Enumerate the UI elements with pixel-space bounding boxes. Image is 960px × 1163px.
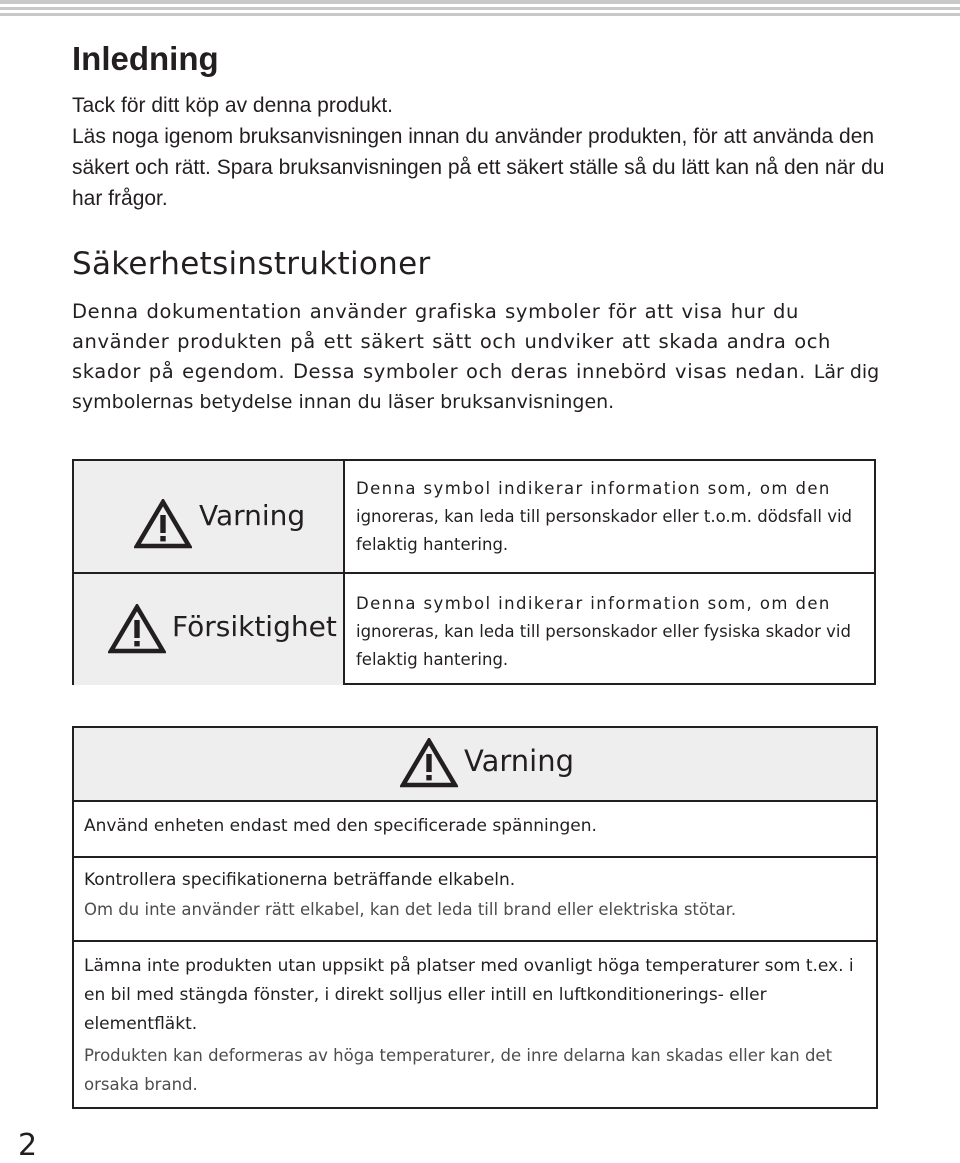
desc-rest: ignoreras, kan leda till personskador eller fysiska skador vid felaktig hantering.	[356, 622, 851, 669]
symbol-desc-warning	[356, 475, 871, 559]
safety-heading: Säkerhetsinstruktioner	[72, 246, 431, 282]
intro-line-2: Läs noga igenom bruksanvisningen innan du använder produkten, för att använda den säkert och rätt. Spara bruksanvisningen på ett säkert ställe så du lätt kan nå den när du har frågor.	[72, 125, 885, 210]
symbol-label-caution: Försiktighet	[172, 610, 337, 643]
desc-line: Denna symbol indikerar information som, om den	[356, 594, 831, 613]
divider	[74, 856, 876, 858]
intro-text	[72, 90, 888, 214]
warning-triangle-icon	[134, 499, 192, 549]
symbol-desc-caution	[356, 590, 871, 674]
warning-box	[72, 726, 878, 1109]
safety-text	[72, 297, 888, 417]
warning-box-title: Varning	[464, 744, 574, 778]
page-number: 2	[18, 1128, 38, 1163]
warning-triangle-icon	[400, 738, 458, 788]
warning-item-sub: Om du inte använder rätt elkabel, kan det leda till brand eller elektriska stötar.	[84, 900, 737, 919]
symbol-table	[72, 459, 876, 685]
intro-heading: Inledning	[72, 40, 219, 77]
warning-box-header	[74, 728, 876, 802]
symbol-label-warning: Varning	[199, 499, 306, 532]
warning-item	[84, 866, 870, 924]
warning-item-sub: Produkten kan deformeras av höga temperaturer, de inre delarna kan skadas eller kan det orsaka brand.	[84, 1046, 833, 1094]
warning-item-main: Kontrollera specifikationerna beträffande elkabeln.	[84, 870, 516, 890]
safety-paragraph: Denna dokumentation använder grafiska symboler för att visa hur du använder produkten på ett säkert sätt och undviker att skada andra och skador på egendom. Dessa symboler och deras innebörd visas nedan.	[72, 300, 832, 383]
symbol-cell	[74, 574, 345, 685]
divider	[74, 940, 876, 942]
symbol-cell	[74, 461, 345, 572]
warning-triangle-icon	[108, 604, 166, 654]
warning-item-main: Lämna inte produkten utan uppsikt på platser med ovanligt höga temperaturer som t.ex. i en bil med stängda fönster, i direkt solljus eller intill en luftkonditionerings- eller elementfläkt.	[84, 956, 854, 1034]
warning-item	[84, 812, 870, 841]
desc-line: Denna symbol indikerar information som, om den	[356, 479, 831, 498]
intro-line-1: Tack för ditt köp av denna produkt.	[72, 94, 394, 117]
symbol-row-caution	[74, 574, 874, 685]
symbol-row-warning	[74, 461, 874, 574]
header-stripes	[0, 0, 960, 20]
safety-paragraph-tail: Lär dig symbolernas betydelse innan du läser bruksanvisningen.	[72, 361, 880, 413]
warning-item-main: Använd enheten endast med den specificerade spänningen.	[84, 816, 597, 836]
desc-rest: ignoreras, kan leda till personskador eller t.o.m. dödsfall vid felaktig hantering.	[356, 507, 853, 554]
warning-item	[84, 952, 870, 1099]
